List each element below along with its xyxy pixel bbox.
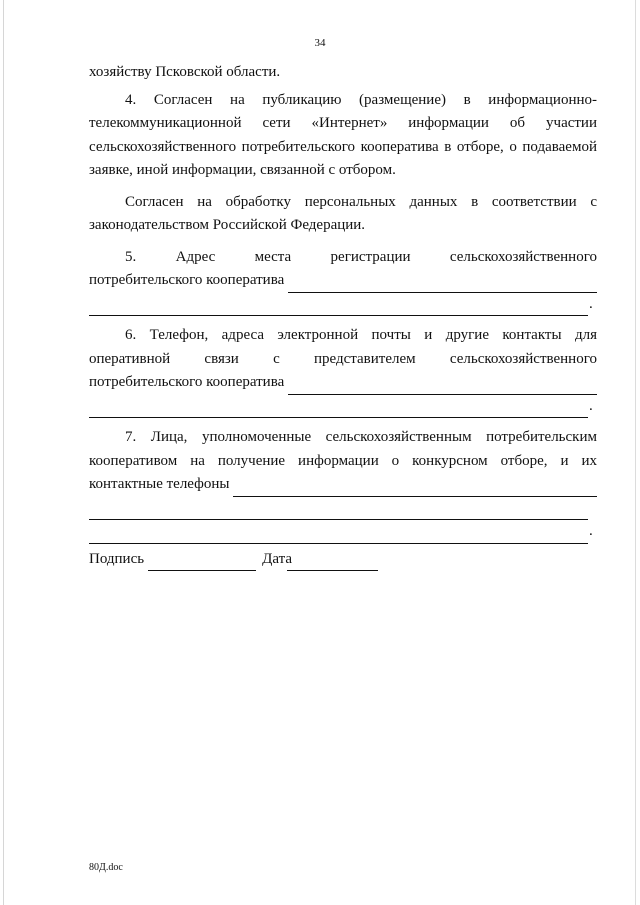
consent-paragraph: Согласен на обработку персональных данных в соответствии с законодательством Российской Федерации.	[89, 193, 597, 233]
page-number: 34	[314, 37, 326, 49]
signature-row	[89, 548, 597, 572]
item-7-label-row	[89, 473, 597, 497]
item-6-end-mark: .	[589, 397, 593, 414]
item-5-label: потребительского кооператива	[89, 272, 285, 288]
item-6-text: 6. Телефон, адреса электронной почты и другие контакты для оперативной связи с представителем сельскохозяйственного	[89, 327, 597, 367]
item-5-blank-1	[288, 277, 597, 293]
end-of-document-line	[287, 570, 343, 571]
item-5-blank-row	[89, 293, 597, 317]
item-5-label-row	[89, 269, 597, 293]
signature-blank	[148, 555, 256, 571]
item-7-blank-row-1	[89, 497, 597, 521]
item-4-paragraph: 4. Согласен на публикацию (размещение) в информационно-телекоммуникационной сети «Интернет» информации об участии сельскохозяйственного потребительского кооператива в отборе, о подаваемой заявке, иной информации, связанной с отбором.	[89, 91, 597, 178]
scan-edge-left	[3, 0, 4, 905]
item-6-blank-1	[288, 379, 597, 395]
item-6-block	[89, 324, 597, 418]
date-blank	[296, 555, 378, 571]
item-7-block	[89, 426, 597, 544]
item-5-end-mark: .	[589, 295, 593, 312]
item-7-blank-2	[89, 504, 588, 520]
item-7-text: 7. Лица, уполномоченные сельскохозяйственным потребительским кооперативом на получение информации о конкурсном отборе, и их	[89, 429, 597, 469]
signature-label: Подпись	[89, 550, 145, 567]
item-6-label: потребительского кооператива	[89, 374, 285, 390]
item-7-blank-3	[89, 528, 588, 544]
item-5-block	[89, 246, 597, 317]
item-7-label: контактные телефоны	[89, 476, 230, 492]
item-7-end-mark: .	[589, 523, 593, 539]
item-5-first-line: 5. Адрес места регистрации сельскохозяйственного	[125, 248, 597, 265]
document-body	[89, 61, 597, 571]
item-7-blank-row-2	[89, 520, 597, 544]
item-5-blank-2	[89, 300, 588, 316]
item-6-blank-2	[89, 402, 588, 418]
footer-filename: 80Д.doc	[89, 862, 123, 873]
date-label: Дата	[262, 550, 292, 567]
item-7-blank-1	[233, 481, 597, 497]
item-6-label-row	[89, 371, 597, 395]
continuation-line: хозяйству Псковской области.	[89, 64, 281, 80]
item-6-blank-row	[89, 395, 597, 419]
scan-edge-right	[635, 0, 636, 905]
